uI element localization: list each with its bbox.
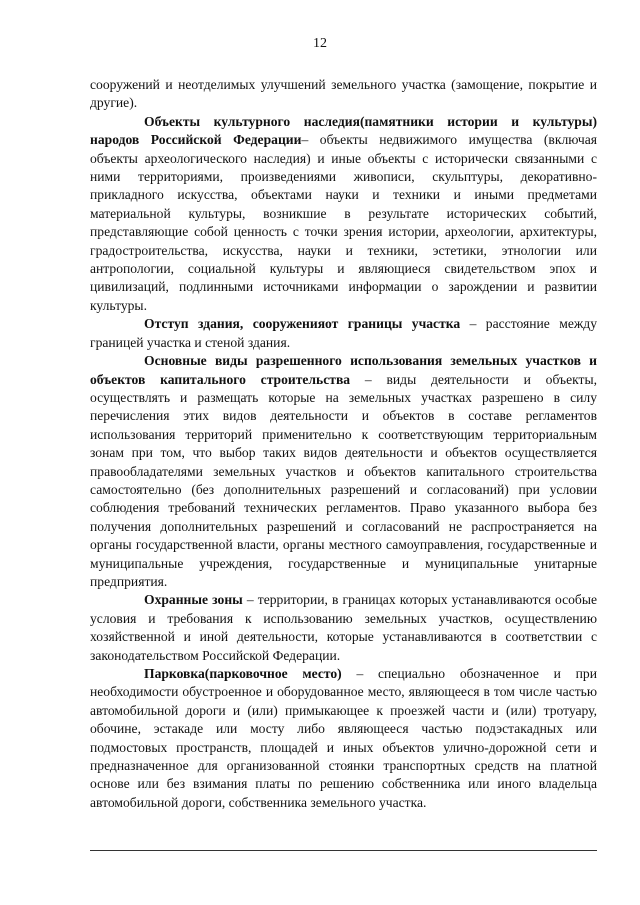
definition-building-setback [90, 315, 597, 352]
definition-parking [90, 665, 597, 812]
definition-term: Парковка(парковочное место) [144, 666, 342, 681]
definition-term: Объекты культурного наследия(памятники истории и культуры) народов Российской Федерации [90, 113, 597, 148]
definition-permitted-use [90, 352, 597, 591]
definition-text: – виды деятельности и объекты, осуществлять и размещать которые на земельных участках разрешено в силу перечисления этих видов деятельности и объектов в составе регламентов использования территорий применительно к соответствующим территориальным зонам при том, что выбор таких видов деятельности и объектов осуществляется правообладателями земельных участков и объектов капитального строительства самостоятельно (без дополнительных разрешений и согласований) при условии соблюдения требований технических регламентов. Право указанного выбора без получения дополнительных разрешений и согласований не распространяется на органы государственной власти, органы местного самоуправления, государственные и муниципальные учреждения, государственные и муниципальные унитарные предприятия. [90, 371, 598, 589]
paragraph-text: сооружений и неотделимых улучшений земельного участка (замощение, покрытие и другие). [90, 77, 597, 111]
footer-divider [90, 850, 597, 851]
definition-text: – территории, в границах которых устанавливаются особые условия и требования к использованию земельных участков, осуществлению хозяйственной и иной деятельности, которые устанавливаются в соответствии с законодательством Российской Федерации. [90, 592, 597, 663]
definition-term: Охранные зоны [144, 592, 243, 608]
definition-text: – объекты недвижимого имущества (включая объекты археологического наследия) и иные объекты с исторически связанными с ними территориями, произведениями живописи, скульптуры, декоративно-прикладного искусства, объектами науки и техники и иными предметами материальной культуры, возникшие в результате исторических событий, представляющие собой ценность с точки зрения истории, археологии, архитектуры, градостроительства, искусства, науки и техники, эстетики, этнологии или антропологии, социальной культуры и являющиеся свидетельством эпох и цивилизаций, подлинными источниками информации о зарождении и развитии культуры. [90, 132, 597, 313]
definition-term: Основные виды разрешенного использования земельных участков и объектов капитального строительства [90, 353, 597, 387]
definition-term: Отступ здания, сооруженияот границы участка [144, 316, 461, 332]
definition-text: – расстояние между границей участка и стеной здания. [90, 316, 597, 350]
page-number: 12 [313, 36, 327, 51]
document-body [90, 76, 597, 812]
definition-cultural-heritage [90, 113, 597, 315]
definition-text: – специально обозначенное и при необходимости обустроенное и оборудованное место, являющееся в том числе частью автомобильной дороги и (или) примыкающее к проезжей части и (или) тротуару, обочине, эстакаде или мосту либо являющееся частью подэстакадных или подмостовых пространств, площадей и иных объектов улично-дорожной сети и предназначенное для организованной стоянки транспортных средств на платной основе или без взимания платы по решению собственника или иного владельца автомобильной дороги, собственника земельного участка. [90, 666, 597, 810]
paragraph-continuation [90, 76, 597, 113]
definition-protection-zones [90, 591, 597, 665]
